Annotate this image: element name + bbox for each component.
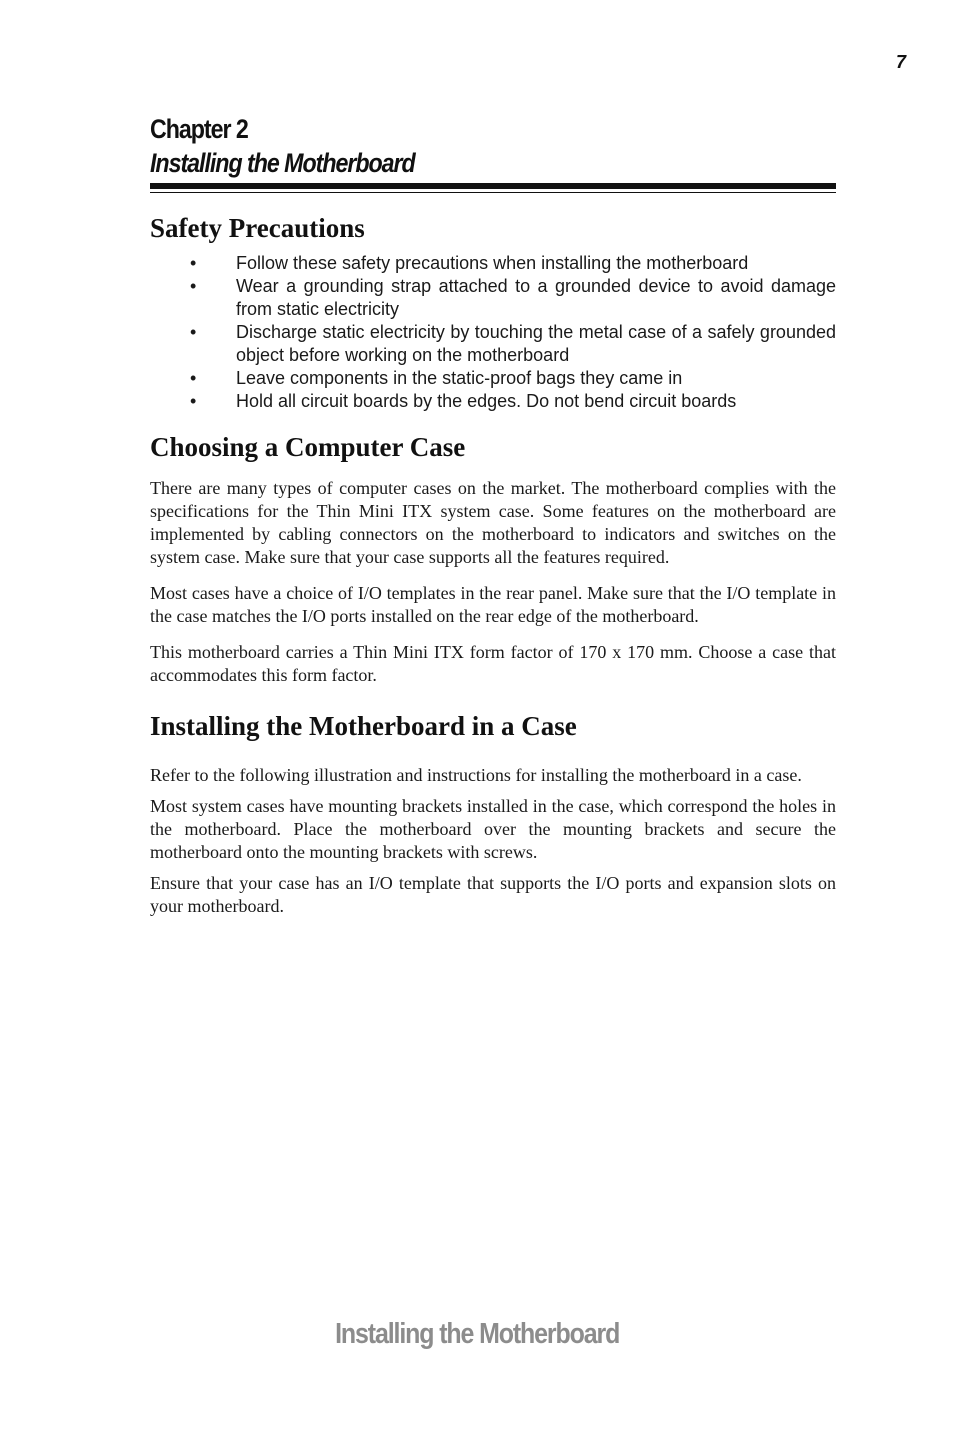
page-content bbox=[150, 210, 836, 918]
install-paragraph-1: Refer to the following illustration and instructions for installing the motherboard in a case. bbox=[150, 765, 802, 785]
list-item bbox=[150, 252, 836, 275]
bullet-icon: • bbox=[190, 276, 197, 296]
chapter-rule-thick bbox=[150, 183, 836, 189]
safety-heading: Safety Precautions bbox=[150, 213, 365, 243]
chapter-title: Installing the Motherboard bbox=[150, 148, 415, 178]
footer-title-text: Installing the Motherboard bbox=[334, 1318, 620, 1350]
case-heading: Choosing a Computer Case bbox=[150, 432, 466, 462]
list-item bbox=[150, 275, 836, 321]
safety-list bbox=[150, 252, 836, 413]
list-item-text: Discharge static electricity by touching the metal case of a safely grounded object before working on the motherboard bbox=[236, 322, 836, 365]
list-item-text: Hold all circuit boards by the edges. Do not bend circuit boards bbox=[236, 391, 737, 411]
install-paragraph-2: Most system cases have mounting brackets installed in the case, which correspond the holes in the motherboard. Place the motherboard over the mounting brackets and secure the motherboard onto the mounting brackets with screws. bbox=[150, 796, 836, 862]
list-item-text: Follow these safety precautions when installing the motherboard bbox=[236, 253, 749, 273]
footer-title bbox=[0, 1318, 954, 1351]
chapter-label: Chapter 2 bbox=[150, 114, 248, 144]
list-item bbox=[150, 390, 836, 413]
list-item bbox=[150, 321, 836, 367]
bullet-icon: • bbox=[190, 322, 197, 342]
list-item-text: Leave components in the static-proof bags they came in bbox=[236, 368, 683, 388]
bullet-icon: • bbox=[190, 368, 197, 388]
chapter-header bbox=[150, 112, 836, 180]
install-heading: Installing the Motherboard in a Case bbox=[150, 711, 577, 741]
case-paragraph-1: There are many types of computer cases on the market. The motherboard complies with the specifications for the Thin Mini ITX system case. Some features on the motherboard are implemented by cabling connectors on the motherboard to indicators and switches on the system case. Make sure that your case supports all the features required. bbox=[150, 478, 836, 567]
bullet-icon: • bbox=[190, 391, 197, 411]
case-paragraph-2: Most cases have a choice of I/O templates in the rear panel. Make sure that the I/O template in the case matches the I/O ports installed on the rear edge of the motherboard. bbox=[150, 583, 836, 626]
case-paragraph-3: This motherboard carries a Thin Mini ITX form factor of 170 x 170 mm. Choose a case that accommodates this form factor. bbox=[150, 642, 836, 685]
bullet-icon: • bbox=[190, 253, 197, 273]
list-item bbox=[150, 367, 836, 390]
chapter-rule-thin bbox=[150, 192, 836, 193]
page-number: 7 bbox=[896, 52, 907, 72]
install-paragraph-3: Ensure that your case has an I/O template that supports the I/O ports and expansion slots on your motherboard. bbox=[150, 873, 836, 916]
list-item-text: Wear a grounding strap attached to a grounded device to avoid damage from static electricity bbox=[236, 276, 836, 319]
